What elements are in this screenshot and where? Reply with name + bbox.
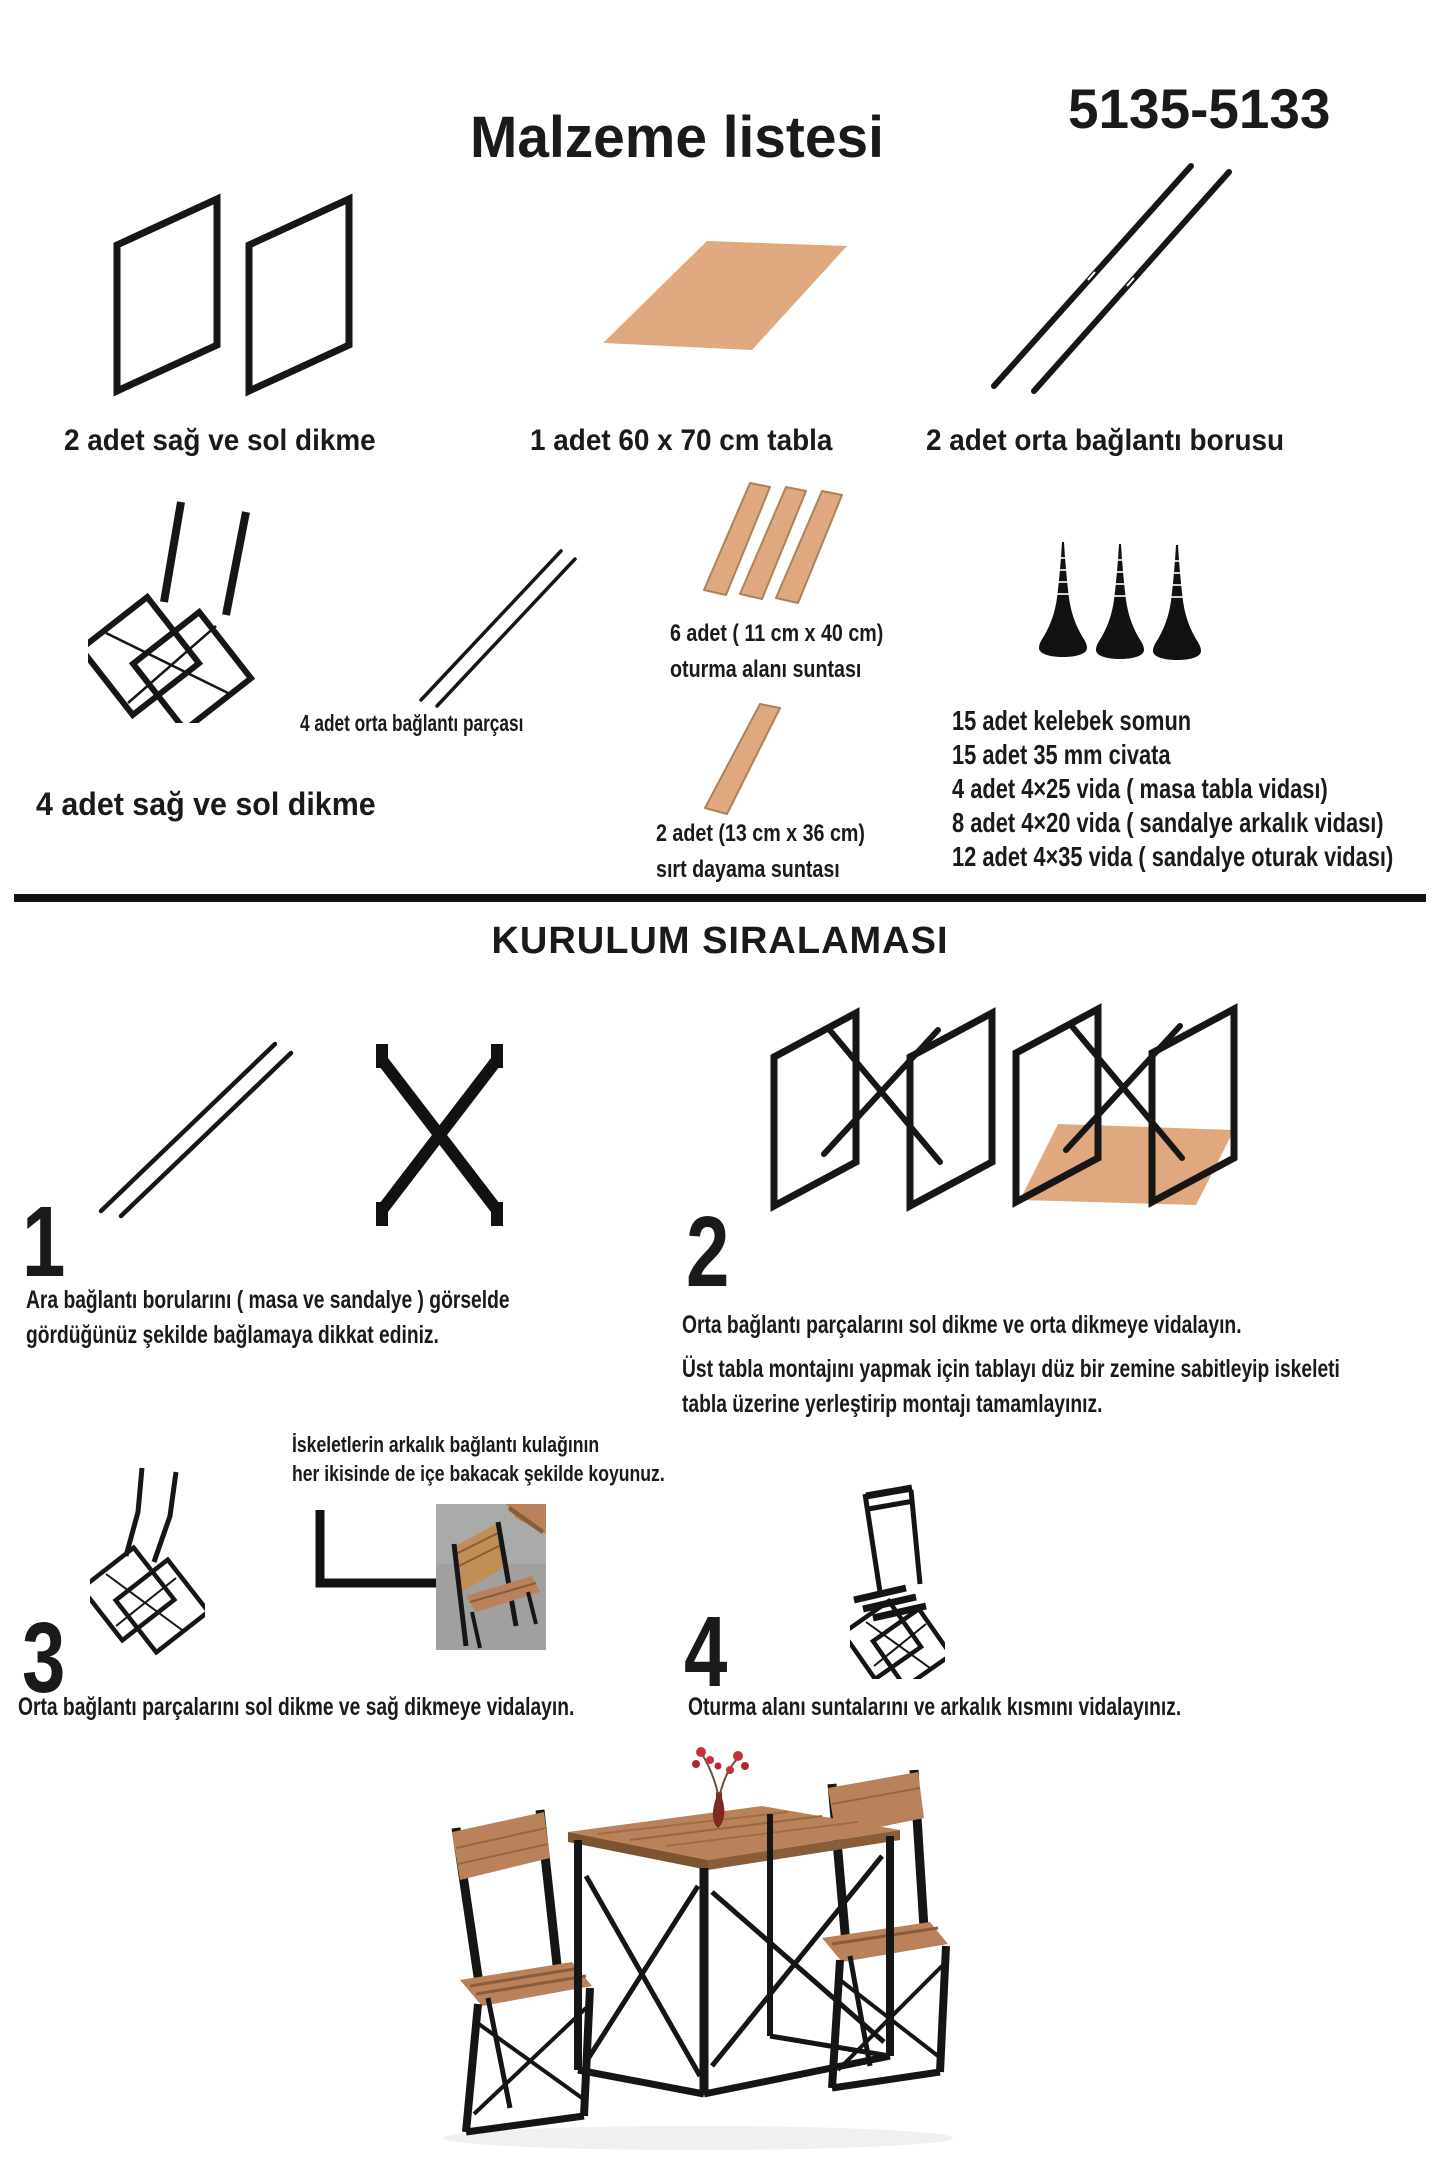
step1-text — [26, 1283, 654, 1353]
step4-number: 4 — [684, 1596, 728, 1708]
label-connector-tubes: 2 adet orta bağlantı borusu — [926, 424, 1285, 457]
step2-text2 — [682, 1352, 1440, 1422]
label-seat-boards-line1: 6 adet ( 11 cm x 40 cm) — [670, 620, 884, 647]
diagram-connector-tubes — [988, 158, 1248, 398]
step3-photo — [436, 1504, 546, 1650]
step2-diagram-frame-assembly — [768, 1000, 998, 1212]
label-side-frames-2: 2 adet sağ ve sol dikme — [64, 424, 376, 457]
hardware-item: 4 adet 4×25 vida ( masa tabla vidası) — [952, 773, 1328, 804]
step2-diagram-frame-assembly-with-top — [1010, 996, 1240, 1210]
step1-text-line: Ara bağlantı borularını ( masa ve sandalye ) görselde — [26, 1286, 510, 1314]
diagram-back-board — [700, 694, 790, 822]
diagram-connector-parts — [415, 545, 585, 710]
photo-left-chair — [452, 1810, 592, 2132]
step1-text-line: gördüğünüz şekilde bağlamaya dikkat ediniz. — [26, 1321, 439, 1349]
diagram-seat-boards — [700, 478, 860, 606]
product-photo — [418, 1736, 978, 2156]
hardware-item: 8 adet 4×20 vida ( sandalye arkalık vidası) — [952, 807, 1384, 838]
label-back-board-line1: 2 adet (13 cm x 36 cm) — [656, 820, 865, 847]
step2-number: 2 — [686, 1196, 730, 1308]
step3-diagram-chair-frame — [90, 1462, 205, 1657]
diagram-table-top — [595, 238, 855, 358]
label-seat-boards-line2: oturma alanı suntası — [670, 656, 862, 683]
step3-note-line: her ikisinde de içe bakacak şekilde koyunuz. — [292, 1461, 665, 1486]
step4-text: Oturma alanı suntalarını ve arkalık kısmını vidalayınız. — [688, 1693, 1182, 1721]
step3-note-line: İskeletlerin arkalık bağlantı kulağının — [292, 1432, 600, 1457]
step3-number: 3 — [22, 1602, 66, 1714]
step3-note — [292, 1430, 758, 1488]
section-title: KURULUM SIRALAMASI — [491, 920, 949, 962]
step2-text2-line: tabla üzerine yerleştirip montajı tamamlayınız. — [682, 1390, 1103, 1418]
step2-text: Orta bağlantı parçalarını sol dikme ve orta dikmeye vidalayın. — [682, 1311, 1242, 1339]
step1-number: 1 — [22, 1186, 66, 1298]
hardware-item: 15 adet 35 mm civata — [952, 739, 1171, 770]
label-side-frames-4: 4 adet sağ ve sol dikme — [36, 786, 376, 822]
label-back-board-line2: sırt dayama suntası — [656, 856, 840, 883]
section-divider — [14, 894, 1426, 902]
diagram-screws — [1038, 540, 1203, 662]
page-title: Malzeme listesi — [470, 105, 884, 170]
step2-text2-line: Üst tabla montajını yapmak için tablayı düz bir zemine sabitleyip iskeleti — [682, 1355, 1340, 1383]
step1-diagram-cross-brace — [372, 1040, 507, 1230]
hardware-item: 15 adet kelebek somun — [952, 705, 1192, 736]
step1-diagram-tubes — [95, 1035, 295, 1220]
hardware-list — [952, 704, 1440, 874]
step4-diagram-chair — [850, 1484, 945, 1679]
label-table-top: 1 adet 60 x 70 cm tabla — [530, 424, 833, 457]
label-connector-parts: 4 adet orta bağlantı parçası — [300, 710, 524, 736]
diagram-four-side-frames — [88, 498, 258, 723]
hardware-item: 12 adet 4×35 vida ( sandalye oturak vidası) — [952, 841, 1394, 872]
product-code: 5135-5133 — [1068, 77, 1331, 140]
step3-text: Orta bağlantı parçalarını sol dikme ve sağ dikmeye vidalayın. — [18, 1693, 575, 1721]
diagram-two-side-frames — [112, 190, 362, 405]
